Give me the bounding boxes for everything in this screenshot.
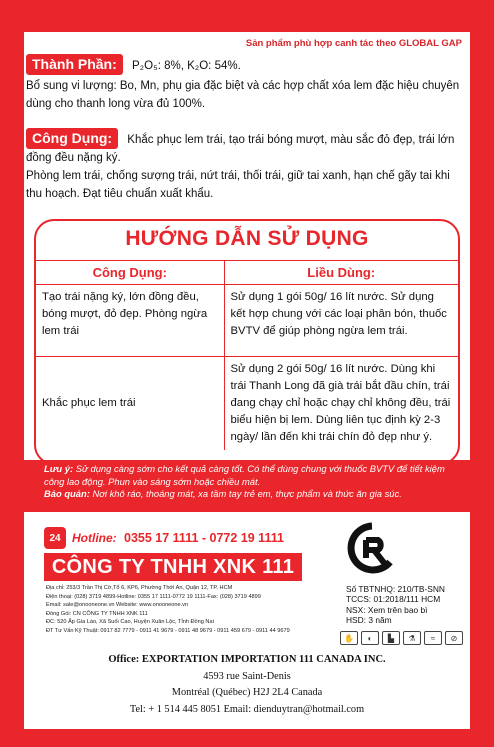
boots-icon: ▙ bbox=[382, 631, 400, 645]
global-gap-note: Sản phẩm phù hợp canh tác theo GLOBAL GAP bbox=[245, 38, 462, 49]
registration-info bbox=[346, 584, 445, 625]
tccs-standard: TCCS: 01:2018/111 HCM bbox=[346, 594, 441, 605]
hotline-label: Hotline: bbox=[72, 531, 117, 545]
office-line: Montréal (Québec) H2J 2L4 Canada bbox=[171, 687, 323, 698]
uses-line1: Khắc phục lem trái, tạo trái bóng mượt, màu sắc đỏ đẹp, trái lớn đồng đều nặng ký. bbox=[26, 134, 455, 164]
address-line: Điện thoại: (028) 3719 4899-Hotline: 0355 17 1111-0772 19 1111-Fax: (028) 3719 4899 bbox=[46, 593, 261, 600]
col-header-dose: Liều Dùng: bbox=[224, 261, 458, 285]
composition-section bbox=[26, 54, 466, 113]
note-text: Sử dụng càng sớm cho kết quả càng tốt. Có thể dùng chung với thuốc BVTV để tiết kiệm công lao động. Phun vào sáng sớm hoặc chiều mát. bbox=[44, 463, 445, 487]
row-dose: Sử dụng 2 gói 50g/ 16 lít nước. Dùng khi trái Thanh Long đã già trái bắt đầu chín, trái đang chạy chỉ hoặc chạy chỉ không đều, trái biểu hiện bị lem. Dùng liên tục định kỳ 2-3 ngày/ lần đến khi trái chín đỏ đẹp như ý. bbox=[230, 363, 451, 443]
address-line: Email: sale@onooneone.vn Website: www.onooneone.vn bbox=[46, 602, 189, 609]
wash-icon: ≈ bbox=[424, 631, 442, 645]
keep-away-icon: ⊘ bbox=[445, 631, 463, 645]
composition-formula: P₂O₅: 8%, K₂O: 54%. bbox=[131, 60, 241, 72]
expiry-period: HSD: 3 năm bbox=[346, 614, 392, 625]
row-dose: Sử dụng 1 gói 50g/ 16 lít nước. Sử dụng kết hợp chung với các loại phân bón, thuốc BVTV để giúp phòng ngừa lem trái. bbox=[224, 285, 458, 357]
company-name: CÔNG TY TNHH XNK 111 bbox=[44, 553, 302, 581]
uses-section bbox=[26, 128, 466, 203]
phone-24h-icon bbox=[44, 527, 66, 549]
mask-icon: ◐ bbox=[361, 631, 379, 645]
row-use: Tạo trái nặng ký, lớn đồng đều, bóng mượt, đỏ đẹp. Phòng ngừa lem trái bbox=[36, 285, 224, 357]
company-address bbox=[46, 584, 302, 636]
office-info bbox=[24, 652, 470, 718]
composition-label: Thành Phần: bbox=[26, 54, 123, 75]
gloves-icon: ✋ bbox=[340, 631, 358, 645]
usage-guide-title: HƯỚNG DẪN SỬ DỤNG bbox=[125, 227, 369, 250]
storage-text: Nơi khô ráo, thoáng mát, xa tầm tay trẻ em, thực phẩm và thức ăn gia súc. bbox=[92, 488, 402, 499]
hotline-numbers: 0355 17 1111 - 0772 19 1111 bbox=[124, 531, 284, 545]
office-line: Office: EXPORTATION IMPORTATION 111 CANADA INC. bbox=[108, 654, 386, 665]
col-header-use: Công Dụng: bbox=[36, 261, 224, 285]
usage-guide-box bbox=[34, 219, 460, 465]
uses-line2: Phòng lem trái, chống sượng trái, nứt trái, thối trái, giữ tai xanh, hạn chế gãy tai khi thu hoạch. Đạt tiêu chuẩn xuất khẩu. bbox=[26, 170, 450, 200]
manufacture-date: NSX: Xem trên bao bì bbox=[346, 604, 428, 615]
composition-micro: Bổ sung vi lượng: Bo, Mn, phụ gia đặc biệt và các hợp chất xóa lem đặc hiệu chuyên dùng cho thanh long vừa đủ 100%. bbox=[26, 80, 460, 110]
address-line: Địa chỉ: 253/3 Trần Thị Cờ,Tổ 6, KP6, Phường Thới An, Quận 12, TP. HCM bbox=[46, 585, 233, 591]
table-row bbox=[36, 357, 458, 451]
cr-conformity-logo-icon bbox=[344, 520, 400, 576]
address-line: ĐT Tư Vấn Kỹ Thuật: 0917 82 7779 - 0911 41 9679 - 0911 48 9679 - 0911 459 679 - 0911 44 9679 bbox=[46, 627, 290, 634]
safety-pictograms bbox=[340, 631, 464, 645]
storage-label: Bảo quản: bbox=[44, 488, 90, 499]
sprayer-icon: ⚗ bbox=[403, 631, 421, 645]
row-use: Khắc phục lem trái bbox=[36, 357, 224, 451]
address-line: Đóng Gói: CN CÔNG TY TNHH XNK 111 bbox=[46, 610, 148, 617]
note-label: Lưu ý: bbox=[44, 463, 74, 474]
notes-box bbox=[24, 460, 470, 512]
hotline-row bbox=[44, 527, 284, 549]
usage-guide-table bbox=[36, 260, 458, 450]
office-line: Tel: + 1 514 445 8051 Email: dienduytran@hotmail.com bbox=[129, 703, 365, 715]
table-row bbox=[36, 285, 458, 357]
office-line: 4593 rue Saint-Denis bbox=[203, 670, 291, 682]
address-line: ĐC: 520 Ấp Gia Lào, Xã Suối Cao, Huyện Xuân Lộc, Tỉnh Đồng Nai bbox=[46, 619, 214, 626]
registration-number: Số TBTNHQ: 210/TB-SNN bbox=[346, 584, 445, 594]
phone-24h-badge: 24 bbox=[49, 532, 61, 544]
uses-label: Công Dụng: bbox=[26, 128, 118, 149]
